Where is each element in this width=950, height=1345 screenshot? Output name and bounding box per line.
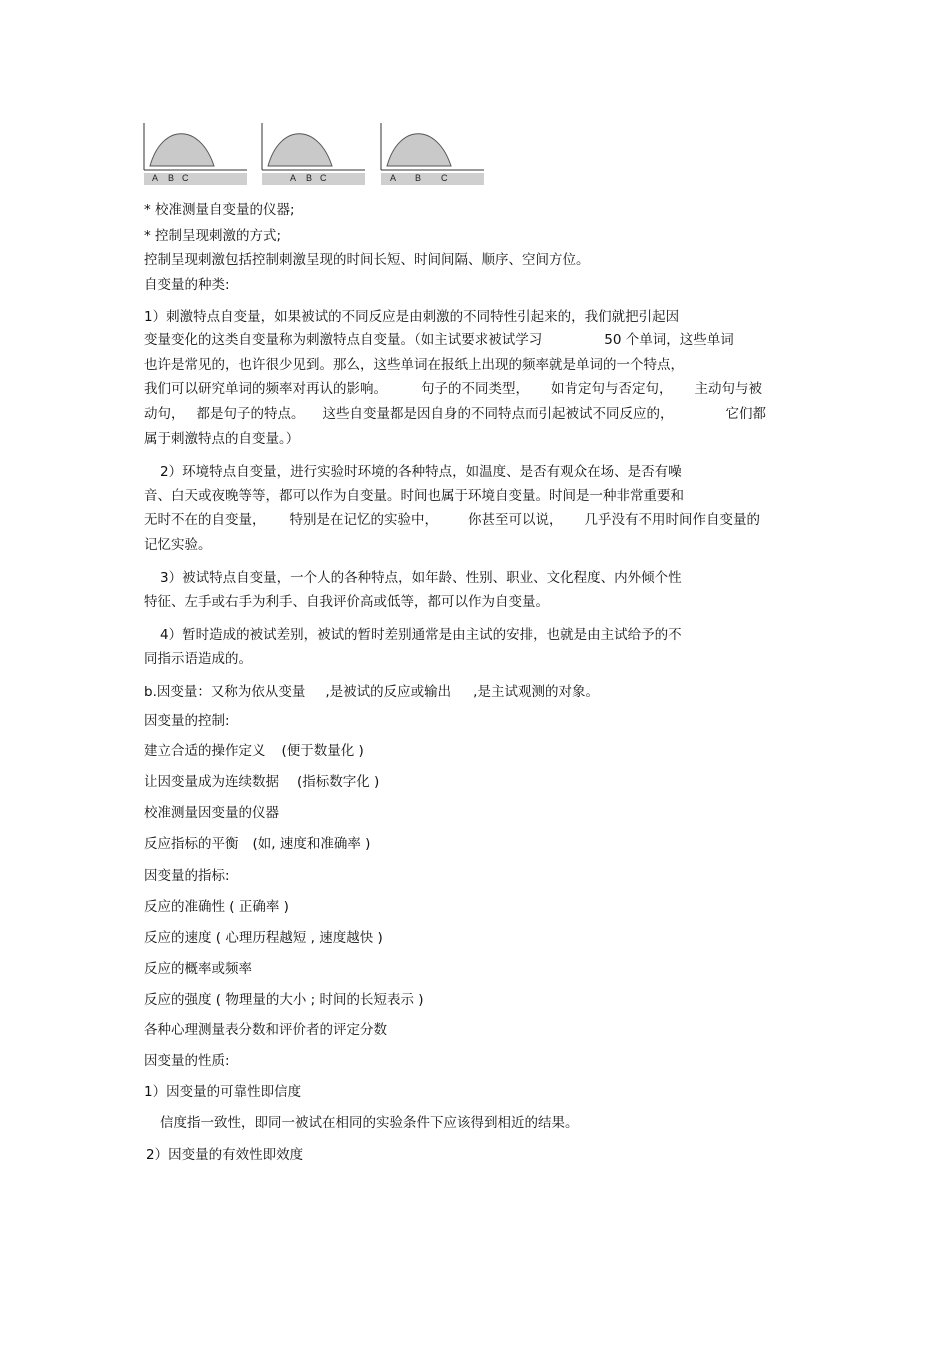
figure-label-c: C <box>182 173 189 183</box>
reliability-definition: 信度指一致性，即同一被试在相同的实验条件下应该得到相近的结果。 <box>160 1115 579 1131</box>
dv-control-item-2 <box>144 773 379 791</box>
dv-indicator-intensity: 反应的强度 ( 物理量的大小 ; 时间的长短表示 ) <box>144 992 424 1008</box>
dv-control-item-1-text: 建立合适的操作定义 <box>144 743 266 759</box>
distribution-figure-3 <box>377 118 485 188</box>
dv-control-item-4 <box>144 835 370 853</box>
dv-indicators-heading: 因变量的指标: <box>144 868 230 884</box>
para2-line3-part-b: 特别是在记忆的实验中， <box>289 512 438 528</box>
para1-line1: 1）刺激特点自变量，如果被试的不同反应是由刺激的不同特性引起来的，我们就把引起因 <box>144 309 680 325</box>
bullet-calibrate-iv-instrument: * 校准测量自变量的仪器; <box>144 202 295 218</box>
para1-line6: 属于刺激特点的自变量。） <box>144 431 300 447</box>
figure-label-c: C <box>441 173 448 183</box>
dv-control-item-4-note: (如, 速度和准确率 ) <box>252 836 371 852</box>
dv-property-reliability: 1）因变量的可靠性即信度 <box>144 1084 302 1100</box>
para2-line3-part-c: 你甚至可以说， <box>468 512 563 528</box>
para4-line2: 同指示语造成的。 <box>144 651 252 667</box>
iv-types-heading: 自变量的种类: <box>144 277 230 293</box>
para4-line1: 4）暂时造成的被试差别，被试的暂时差别通常是由主试的安排，也就是由主试给予的不 <box>160 627 682 643</box>
para3-line2: 特征、左手或右手为利手、自我评价高或低等，都可以作为自变量。 <box>144 594 549 610</box>
dv-definition-part-b: ,是被试的反应或输出 <box>325 684 452 700</box>
dv-indicator-probability: 反应的概率或频率 <box>144 961 252 977</box>
para2-line3 <box>144 511 760 529</box>
dv-property-validity: 2）因变量的有效性即效度 <box>146 1147 304 1163</box>
dv-control-item-1-note: (便于数量化 ) <box>281 743 364 759</box>
dv-definition-part-a: b.因变量：又称为依从变量 <box>144 684 306 700</box>
dv-properties-heading: 因变量的性质: <box>144 1053 230 1069</box>
bullet-control-stimulus: * 控制呈现刺激的方式; <box>144 228 282 244</box>
para1-line2 <box>144 331 734 349</box>
para2-line4: 记忆实验。 <box>144 537 212 553</box>
para1-line4-part-c: 如肯定句与否定句， <box>551 381 673 397</box>
para1-line5-part-d: 它们都 <box>725 406 766 422</box>
dv-indicator-scales: 各种心理测量表分数和评价者的评定分数 <box>144 1022 387 1038</box>
para2-line3-part-a: 无时不在的自变量， <box>144 512 266 528</box>
dv-control-item-4-text: 反应指标的平衡 <box>144 836 239 852</box>
distribution-figure-1 <box>140 118 248 188</box>
para1-line5-part-b: 都是句子的特点。 <box>196 406 305 422</box>
para1-line4-part-a: 我们可以研究单词的频率对再认的影响。 <box>144 381 387 397</box>
stimulus-control-text: 控制呈现刺激包括控制刺激呈现的时间长短、时间间隔、顺序、空间方位。 <box>144 252 590 268</box>
distribution-figure-2 <box>258 118 366 188</box>
dv-control-item-2-note: (指标数字化 ) <box>297 774 380 790</box>
dv-control-item-1 <box>144 742 364 760</box>
dv-control-heading: 因变量的控制: <box>144 713 230 729</box>
dv-indicator-accuracy: 反应的准确性 ( 正确率 ) <box>144 899 289 915</box>
figure-label-a: A <box>152 173 159 183</box>
para1-line5 <box>144 405 766 423</box>
para1-line4-part-d: 主动句与被 <box>694 381 762 397</box>
para2-line1: 2）环境特点自变量，进行实验时环境的各种特点，如温度、是否有观众在场、是否有噪 <box>160 464 682 480</box>
figure-label-b: B <box>415 173 422 183</box>
figure-label-b: B <box>306 173 313 183</box>
dependent-variable-definition <box>144 683 599 701</box>
para1-line4 <box>144 380 762 398</box>
para3-line1: 3）被试特点自变量，一个人的各种特点，如年龄、性别、职业、文化程度、内外倾个性 <box>160 570 682 586</box>
dv-control-item-2-text: 让因变量成为连续数据 <box>144 774 279 790</box>
figure-label-a: A <box>290 173 297 183</box>
dv-control-item-3: 校准测量因变量的仪器 <box>144 805 279 821</box>
figure-label-a: A <box>390 173 397 183</box>
para1-line3: 也许是常见的，也许很少见到。那么，这些单词在报纸上出现的频率就是单词的一个特点， <box>144 357 684 373</box>
para1-line4-part-b: 句子的不同类型， <box>421 381 529 397</box>
para1-line5-part-a: 动句， <box>144 406 185 422</box>
figure-label-b: B <box>168 173 175 183</box>
para1-line5-part-c: 这些自变量都是因自身的不同特点而引起被试不同反应的， <box>322 406 674 422</box>
para1-line2-part-b: 50 个单词，这些单词 <box>604 332 734 348</box>
para2-line3-part-d: 几乎没有不用时间作自变量的 <box>584 512 760 528</box>
figure-label-c: C <box>320 173 327 183</box>
para2-line2: 音、白天或夜晚等等，都可以作为自变量。时间也属于环境自变量。时间是一种非常重要和 <box>144 488 684 504</box>
dv-definition-part-c: ,是主试观测的对象。 <box>473 684 599 700</box>
para1-line2-part-a: 变量变化的这类自变量称为刺激特点自变量。（如主试要求被试学习 <box>144 332 543 348</box>
dv-indicator-speed: 反应的速度 ( 心理历程越短 , 速度越快 ) <box>144 930 383 946</box>
